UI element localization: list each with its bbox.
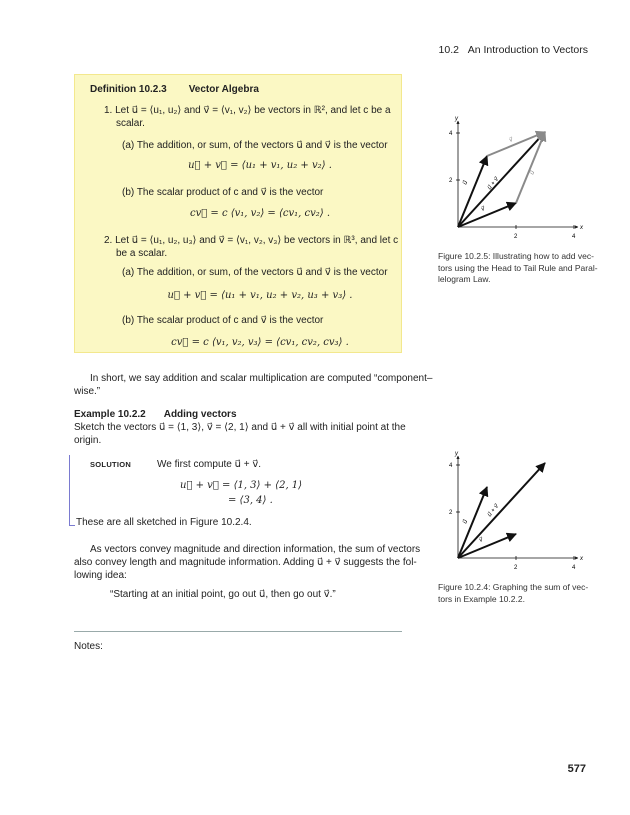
y-axis-label: y [455, 451, 458, 457]
label-sum: u⃗ + v⃗ [486, 176, 501, 192]
caption-line: Figure 10.2.5: Illustrating how to add vec- [438, 251, 594, 261]
x-tick-label-2: 2 [514, 234, 518, 240]
y-axis-label: y [455, 116, 458, 122]
example-line2: origin. [74, 435, 102, 446]
running-header [439, 44, 588, 56]
def-item1-b: (b) The scalar product of c and v⃗ is the vector [122, 187, 324, 198]
figure-10-2-5-caption [438, 251, 598, 286]
y-tick-label-4: 4 [449, 131, 453, 137]
def-item2-intro: 2. Let u⃗ = ⟨u₁, u₂, u₃⟩ and v⃗ = ⟨v₁, v₂, v₃⟩ be vectors in ℝ³, and let c [104, 235, 399, 246]
para-line1: As vectors convey magnitude and direction information, the sum of vectors [90, 544, 421, 555]
caption-line: tors in Example 10.2.2. [438, 593, 525, 604]
x-tick-label-4: 4 [572, 565, 576, 571]
def-item2-intro2: be a scalar. [116, 248, 168, 259]
notes-label: Notes: [74, 641, 103, 652]
y-tick-label-2: 2 [449, 510, 453, 516]
solution-bar [69, 455, 70, 525]
para-line2: also convey length and magnitude information. Adding u⃗ + v⃗ suggests the fol- [74, 557, 417, 568]
quote: “Starting at an initial point, go out u⃗, then go out v⃗.” [110, 589, 336, 600]
example-line1: Sketch the vectors u⃗ = ⟨1, 3⟩, v⃗ = ⟨2, 1⟩ and u⃗ + v⃗ all with initial point at the [74, 422, 406, 433]
y-tick-label-4: 4 [449, 463, 453, 469]
solution-label: SOLUTION [90, 460, 132, 469]
label-u: u⃗ [462, 518, 470, 525]
caption-line: tors using the Head to Tail Rule and Paral- [438, 262, 598, 273]
vector-sum [458, 463, 545, 558]
figure-10-2-4 [440, 450, 590, 575]
def-item2-b: (b) The scalar product of c and v⃗ is the vector [122, 315, 324, 326]
label-sum: u⃗ + v⃗ [486, 503, 501, 519]
solution-intro: We first compute u⃗ + v⃗. [157, 459, 262, 470]
example-label: Example 10.2.2 [74, 409, 146, 420]
solution-eq2: = ⟨3, 4⟩ . [228, 495, 273, 506]
caption-line: lelogram Law. [438, 274, 491, 284]
solution-sketched: These are all sketched in Figure 10.2.4. [76, 517, 252, 528]
label-v-translated: v⃗ [508, 136, 515, 144]
section-title: An Introduction to Vectors [467, 44, 588, 56]
definition-label: Definition 10.2.3 [90, 84, 167, 95]
figure-10-2-5 [440, 115, 590, 245]
example-heading [74, 408, 237, 421]
x-tick-label-2: 2 [514, 565, 518, 571]
def-item2-a-eq: u⃗ + v⃗ = ⟨u₁ + v₁, u₂ + v₂, u₃ + v₃⟩ . [167, 290, 353, 301]
def-item2-a: (a) The addition, or sum, of the vectors u⃗ and v⃗ is the vector [122, 267, 388, 278]
caption-line: Figure 10.2.4: Graphing the sum of vec- [438, 582, 589, 592]
figure-10-2-4-caption [438, 582, 588, 605]
def-item2-b-eq: cv⃗ = c ⟨v₁, v₂, v₃⟩ = ⟨cv₁, cv₂, cv₃⟩ . [171, 337, 349, 348]
y-tick-label-2: 2 [449, 178, 453, 184]
para-line3: lowing idea: [74, 570, 127, 581]
label-u-translated: u⃗ [529, 169, 537, 176]
x-tick-label-4: 4 [572, 234, 576, 240]
summary-line2: wise.” [74, 386, 101, 397]
section-number: 10.2 [438, 44, 459, 56]
page-number: 577 [567, 763, 586, 775]
summary-line1: In short, we say addition and scalar multiplication are computed “component– [90, 373, 433, 384]
x-axis-label: x [580, 225, 583, 231]
def-item1-b-eq: cv⃗ = c ⟨v₁, v₂⟩ = ⟨cv₁, cv₂⟩ . [189, 208, 330, 219]
example-title: Adding vectors [163, 409, 237, 420]
notes-divider [74, 631, 402, 632]
def-item1-intro2: scalar. [116, 118, 145, 129]
solution-eq1: u⃗ + v⃗ = ⟨1, 3⟩ + ⟨2, 1⟩ [180, 480, 303, 491]
definition-title: Vector Algebra [188, 84, 259, 95]
definition-heading [90, 84, 259, 95]
solution-bar-end [69, 525, 75, 526]
def-item1-a-eq: u⃗ + v⃗ = ⟨u₁ + v₁, u₂ + v₂⟩ . [188, 160, 332, 171]
label-v: v⃗ [480, 205, 487, 213]
def-item1-a: (a) The addition, or sum, of the vectors u⃗ and v⃗ is the vector [122, 140, 388, 151]
label-v: v⃗ [478, 536, 485, 544]
def-item1-intro: 1. Let u⃗ = ⟨u₁, u₂⟩ and v⃗ = ⟨v₁, v₂⟩ be vectors in ℝ², and let c be a [104, 105, 391, 116]
label-u: u⃗ [462, 179, 470, 186]
vector-sum [458, 132, 545, 227]
x-axis-label: x [580, 556, 583, 562]
